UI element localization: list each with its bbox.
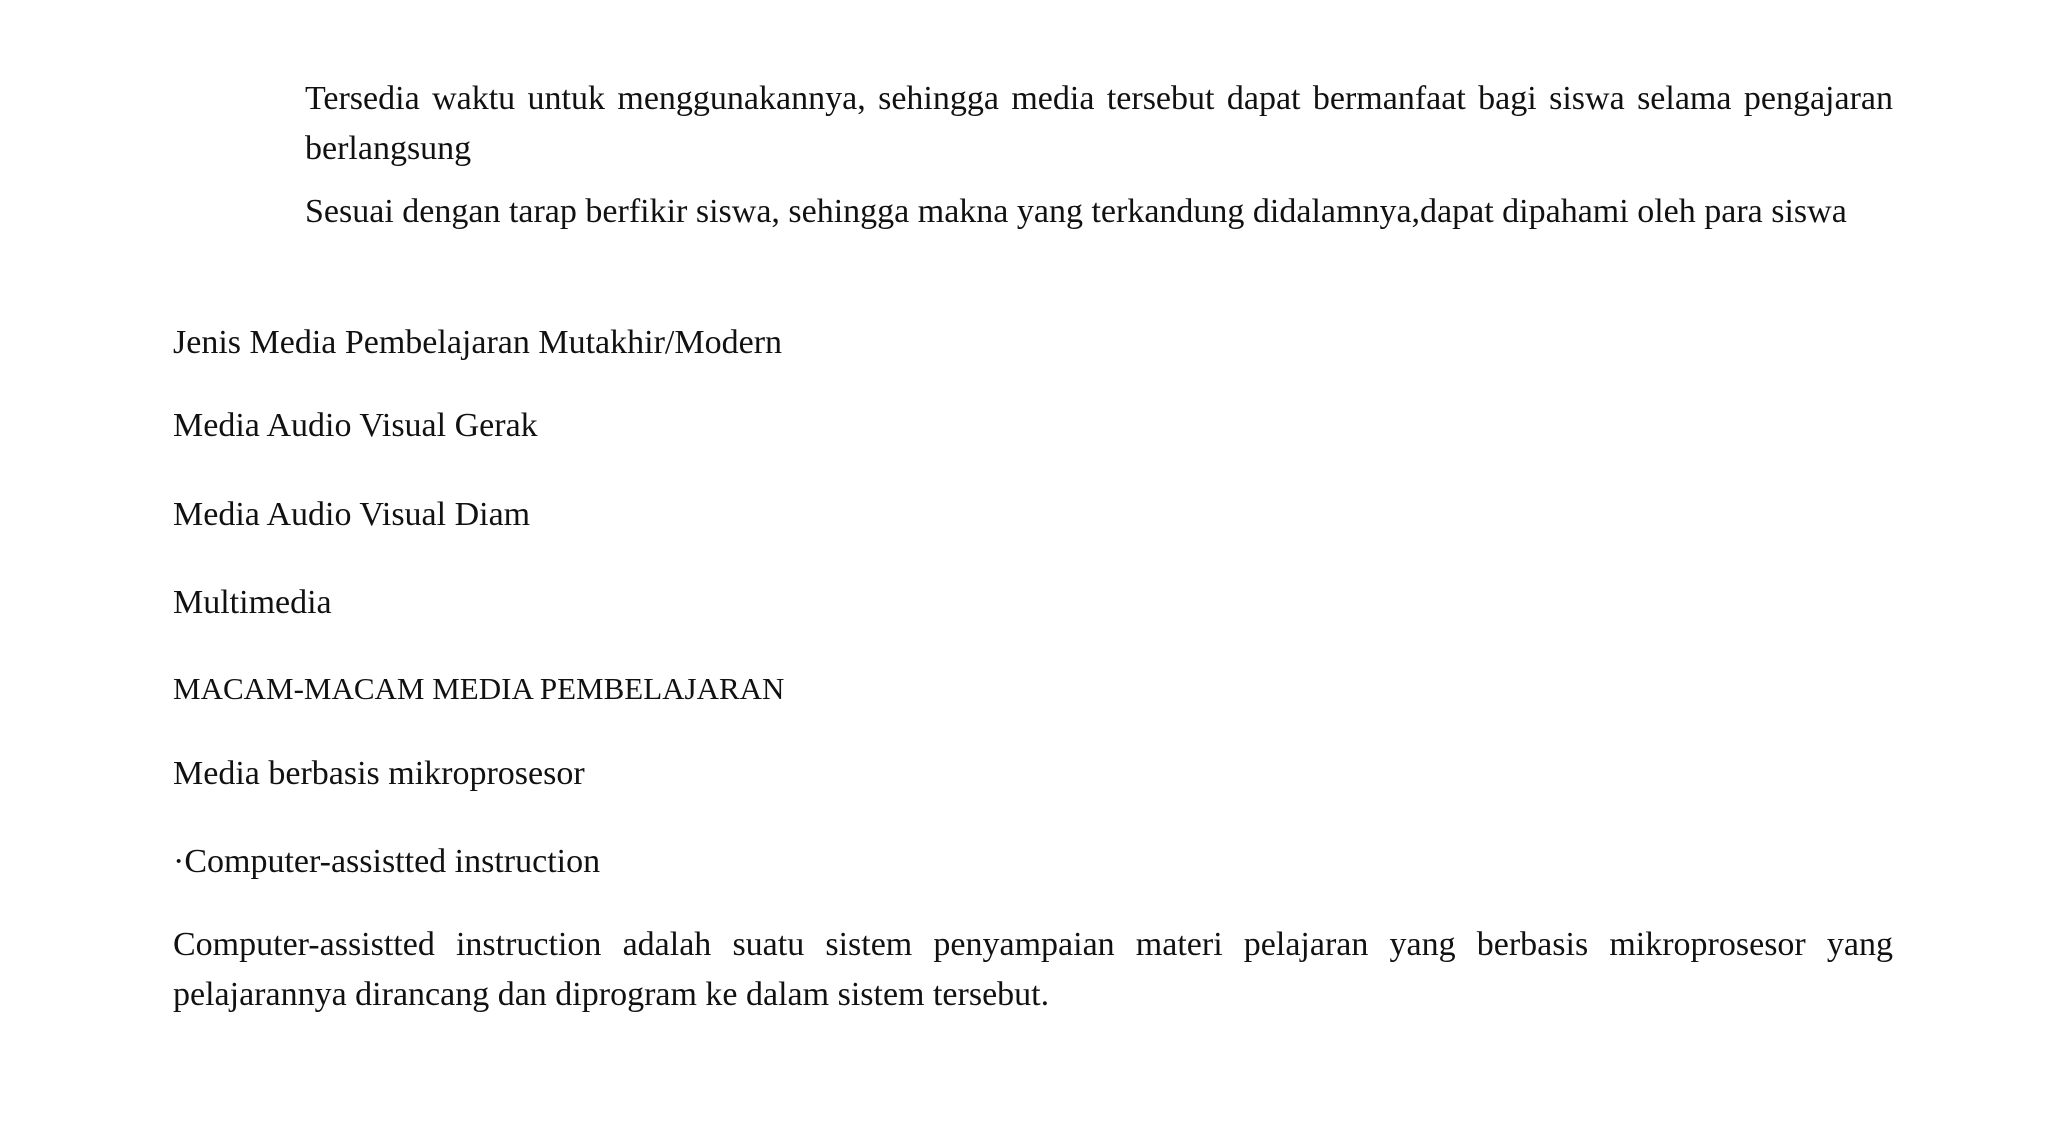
list-item-audio-visual-diam: Media Audio Visual Diam bbox=[173, 496, 531, 533]
list-item-waktu: Tersedia waktu untuk menggunakannya, sehingga media tersebut dapat bermanfaat bagi siswa selama pengajaran berlangsung bbox=[305, 80, 1893, 167]
subsection-title-mikroprosesor: Media berbasis mikroprosesor bbox=[173, 755, 585, 792]
section-title-media-modern: Jenis Media Pembelajaran Mutakhir/Modern bbox=[173, 324, 783, 361]
section-title-macam-media: MACAM-MACAM MEDIA PEMBELAJARAN bbox=[173, 671, 785, 706]
list-item-audio-visual-gerak: Media Audio Visual Gerak bbox=[173, 407, 538, 444]
list-item-multimedia: Multimedia bbox=[173, 584, 332, 621]
body-paragraph-cai: Computer-assistted instruction adalah suatu sistem penyampaian materi pelajaran yang berbasis mikroprosesor yang pelajarannya dirancang dan diprogram ke dalam sistem tersebut. bbox=[173, 926, 1893, 1013]
list-item-tarap-berfikir: Sesuai dengan tarap berfikir siswa, sehingga makna yang terkandung didalamnya,dapat dipahami oleh para siswa bbox=[305, 193, 1847, 230]
bullet-item-computer-assisted: ·Computer-assistted instruction bbox=[173, 843, 601, 880]
